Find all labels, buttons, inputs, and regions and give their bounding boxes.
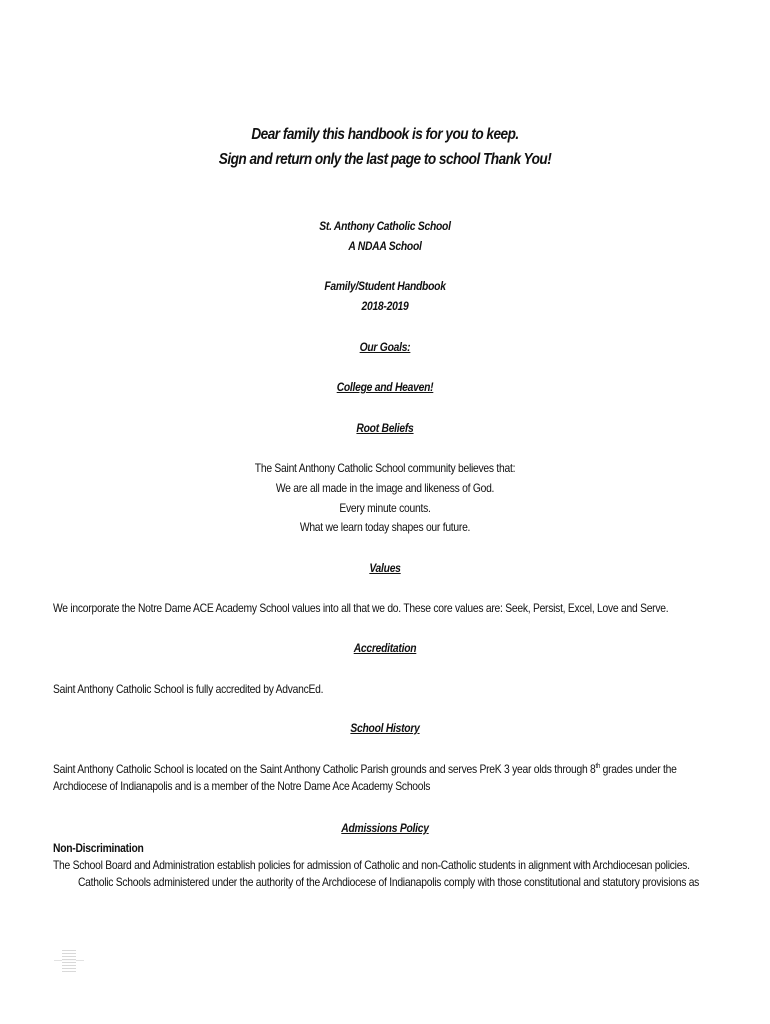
- root-belief-line: We are all made in the image and likeness of God.: [275, 481, 495, 495]
- values-text: We incorporate the Notre Dame ACE Academy School values into all that we do. These core values are: Seek, Persist, Excel, Love and Serve.: [53, 601, 669, 615]
- history-paragraph: [53, 761, 715, 795]
- values-heading-text: Values: [369, 561, 401, 575]
- history-heading-text: School History: [350, 721, 420, 735]
- goals-heading-text: Our Goals:: [359, 340, 411, 354]
- root-beliefs-heading: [54, 421, 716, 435]
- history-text-part1: Saint Anthony Catholic School is located on the Saint Anthony Catholic Parish grounds and serves PreK 3 year olds through 8: [53, 762, 596, 776]
- goals-text: [54, 380, 716, 394]
- history-text-part2: grades under the: [600, 762, 677, 776]
- school-name: St. Anthony Catholic School: [319, 219, 451, 233]
- accreditation-paragraph: [53, 681, 715, 698]
- accreditation-text: Saint Anthony Catholic School is fully accredited by AdvancEd.: [53, 682, 324, 696]
- document-title: Family/Student Handbook: [324, 279, 446, 293]
- root-belief-line: The Saint Anthony Catholic School community believes that:: [254, 461, 516, 475]
- accreditation-heading: [54, 641, 716, 655]
- goals-heading: [54, 340, 716, 354]
- root-belief-line: Every minute counts.: [339, 501, 431, 515]
- accreditation-heading-text: Accreditation: [353, 641, 417, 655]
- admissions-line-2: Catholic Schools administered under the authority of the Archdiocese of Indianapolis comply with those constitutional and statutory provisions as: [77, 875, 700, 889]
- admissions-heading-text: Admissions Policy: [341, 821, 429, 835]
- history-line-1: [53, 761, 715, 778]
- intro-line-1: Dear family this handbook is for you to keep.: [251, 126, 519, 143]
- admissions-heading: [54, 821, 716, 835]
- admissions-subheading: Non-Discrimination: [53, 841, 144, 855]
- values-heading: [54, 561, 716, 575]
- scan-mark: [62, 950, 76, 972]
- goals-text-value: College and Heaven!: [336, 380, 434, 394]
- school-network: A NDAA School: [348, 239, 422, 253]
- history-line-2: Archdiocese of Indianapolis and is a member of the Notre Dame Ace Academy Schools: [53, 779, 431, 793]
- history-ordinal-suffix: th: [595, 763, 601, 770]
- root-beliefs-heading-text: Root Beliefs: [356, 421, 414, 435]
- admissions-line-1: The School Board and Administration establish policies for admission of Catholic and non-Catholic students in alignment with Archdiocesan policies.: [53, 858, 690, 872]
- values-paragraph: [53, 600, 715, 617]
- intro-line-2: Sign and return only the last page to school Thank You!: [218, 151, 552, 168]
- admissions-paragraph: [53, 840, 715, 891]
- history-heading: [54, 721, 716, 735]
- school-year: 2018-2019: [361, 299, 409, 313]
- root-belief-line: What we learn today shapes our future.: [299, 520, 471, 534]
